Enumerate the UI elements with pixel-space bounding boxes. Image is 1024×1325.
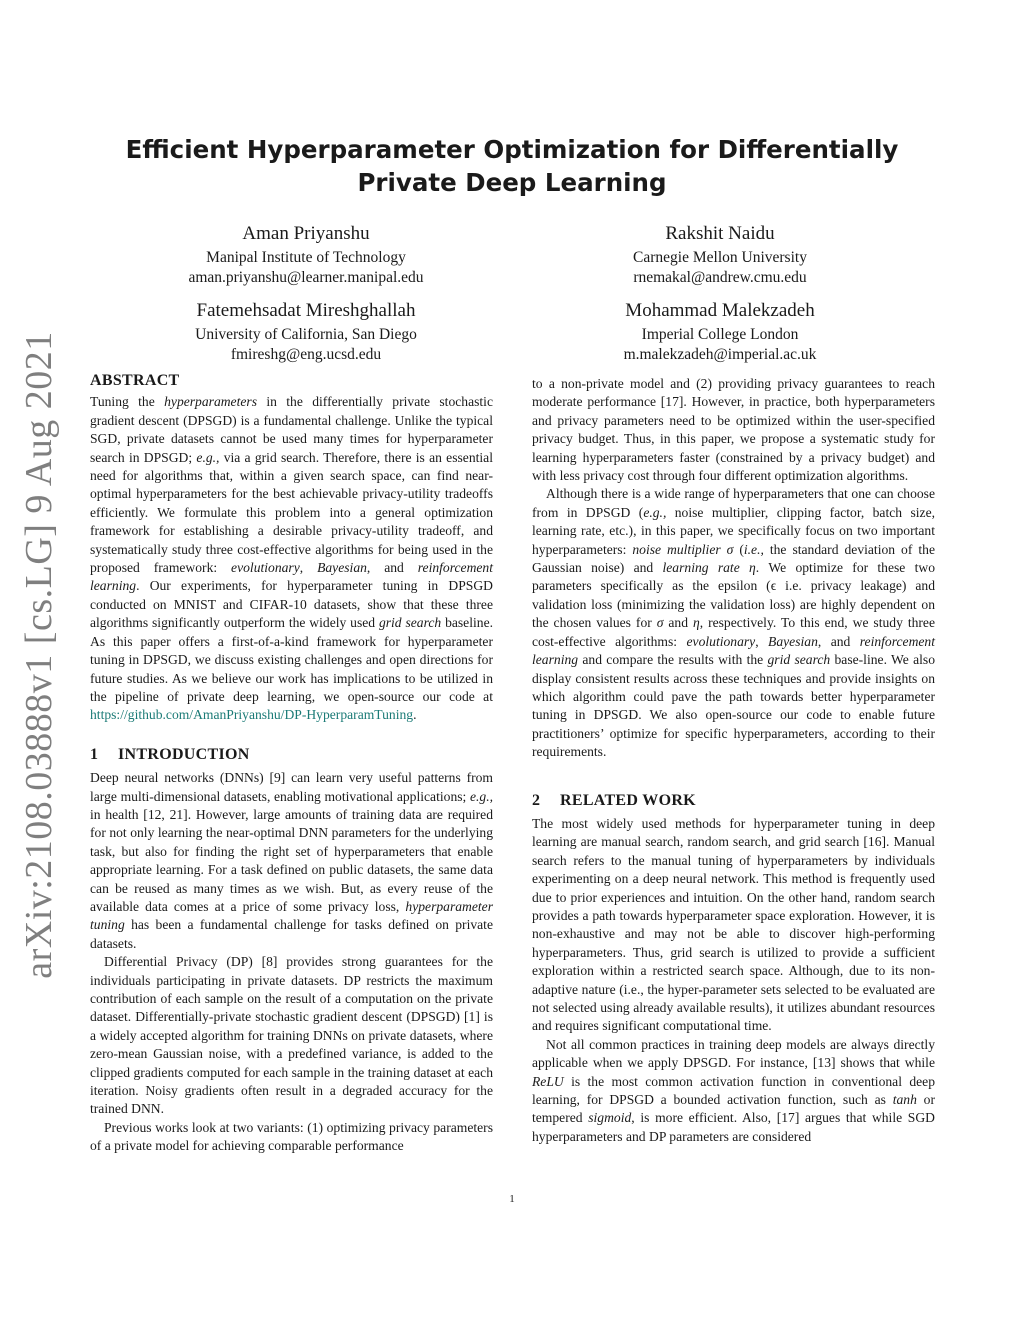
title-line-1: Efficient Hyperparameter Optimization for Differentially [125,135,899,164]
author-name: Mohammad Malekzadeh [625,300,815,321]
section-heading-introduction: 1 INTRODUCTION [90,745,250,763]
author-affiliation: Carnegie Mellon University [633,249,807,266]
right-column [532,375,935,1146]
author-block [146,298,466,365]
intro-paragraph: Although there is a wide range of hyperparameters that one can choose from in DPSGD (e.g., noise multiplier, clipping factor, batch size, learning rate, etc.), in this paper, we specifically focus on two important hyperparameters: noise multiplier σ (i.e., the standard deviation of the Gaussian noise) and learning rate η. We optimize for these two parameters specifically as the epsilon (ϵ i.e. privacy leakage) and validation loss (minimizing the validation loss) are highly dependent on the chosen values for σ and η, respectively. To this end, we study three cost-effective algorithms: evolutionary, Bayesian, and reinforcement learning and compare the results with the grid search base-line. We also display consistent results across these techniques and provide insights on which algorithm could pave the path towards better hyperparameter tuning in DPSGD. We also open-source our code to enable future practitioners’ optimize for specific hyperparameters, according to their requirements. [532,486,936,760]
author-affiliation: Manipal Institute of Technology [206,249,406,266]
author-email: rnemakal@andrew.cmu.edu [633,269,807,286]
abstract-heading: ABSTRACT [90,372,180,389]
related-paragraph: The most widely used methods for hyperparameter tuning in deep learning are manual search, random search, and grid search [16]. Manual search refers to the manual tuning of hyperparameters by individuals experimenting on a deep neural network. This method is frequently used due to prior experiences and intuition. On the other hand, random search provides a path towards hyperparameter space exploration. However, it is non-exhaustive and may not be able to discover high-performing hyperparameters. Thus, grid search is utilized to provide a sufficient exploration within a restricted search space. Although, due to its non-adaptive nature (i.e., the hyper-parameter sets selected to be evaluated are not selected using already available results), it utilizes abundant resources and requires significant computational time. [532,815,935,1034]
github-repo-link[interactable]: https://github.com/AmanPriyanshu/DP-HyperparamTuning [90,707,414,723]
author-name: Fatemehsadat Mireshghallah [196,300,416,321]
author-block [560,298,880,365]
author-email: fmireshg@eng.ucsd.edu [230,346,382,363]
title-line-2: Private Deep Learning [357,168,667,197]
author-name: Rakshit Naidu [665,223,775,244]
author-affiliation: University of California, San Diego [195,326,417,343]
author-name: Aman Priyanshu [242,223,370,244]
page-number: 1 [509,1193,515,1205]
left-column [90,372,493,1156]
section-heading-related-work: 2 RELATED WORK [532,791,696,809]
author-block [146,221,466,288]
abstract-text: Tuning the hyperparameters in the differentially private stochastic gradient descent (DPSGD) is a fundamental challenge. Unlike the typical SGD, private datasets cannot be used many times for hyperparameter search in DPSGD; e.g., via a grid search. Therefore, there is an essential need for algorithms that, within a given search space, can find near-optimal hyperparameters for the best achievable privacy-utility tradeoffs efficiently. We formulate this problem into a general optimization framework for establishing a desirable privacy-utility tradeoff, and systematically study three cost-effective algorithms for being used in the proposed framework: evolutionary, Bayesian, and reinforcement learning. Our experiments, for hyperparameter tuning in DPSGD conducted on MNIST and CIFAR-10 datasets, show that these three algorithms significantly outperform the widely used grid search baseline. As this paper offers a first-of-a-kind framework for hyperparameter tuning in DPSGD, we discuss existing challenges and open directions for future studies. As we believe our work has implications to be utilized in the pipeline of private deep learning, we open-source our code at https://github.com/AmanPriyanshu/DP-HyperparamTuning. [90,394,494,723]
intro-paragraph: Differential Privacy (DP) [8] provides strong guarantees for the individuals participating in private datasets. DP restricts the maximum contribution of each sample on the result of a computation on the private dataset. Differentially-private stochastic gradient descent (DPSGD) [1] is a widely accepted algorithm for training DNNs on private datasets, where zero-mean Gaussian noise, with a predefined variance, is added to the clipped gradients computed for each sample in the training dataset at each iteration. Noisy gradients often result in a degraded accuracy for the trained DNN. [90,954,493,1117]
author-block [560,221,880,288]
author-email: m.malekzadeh@imperial.ac.uk [623,346,817,363]
arxiv-identifier-stamp: arXiv:2108.03888v1 [cs.LG] 9 Aug 2021 [18,331,61,979]
author-affiliation: Imperial College London [641,326,799,343]
related-paragraph: Not all common practices in training deep models are always directly applicable when we apply DPSGD. For instance, [13] shows that while ReLU is the most common activation function in conventional deep learning, for DPSGD a bounded activation function, such as tanh or tempered sigmoid, is more efficient. Also, [17] argues that while SGD hyperparameters and DP parameters are considered [532,1036,935,1144]
intro-paragraph: Previous works look at two variants: (1) optimizing privacy parameters of a private model for achieving comparable performance [90,1119,493,1154]
intro-paragraph-continued: to a non-private model and (2) providing privacy guarantees to reach moderate performance [17]. However, in practice, both hyperparameters and privacy parameters need to be optimized within the user-specified privacy budget. Thus, in this paper, we propose a systematic study for learning hyperparameters faster (constrained by a privacy budget) and with less privacy cost through four different optimization algorithms. [532,376,935,484]
author-email: aman.priyanshu@learner.manipal.edu [188,269,424,286]
intro-paragraph: Deep neural networks (DNNs) [9] can learn very useful patterns from large multi-dimensional datasets, enabling motivational applications; e.g., in health [12, 21]. However, large amounts of training data are required for not only learning the near-optimal DNN parameters for the underlying task, but also for finding the right set of hyperparameters that enable appropriate learning. For a task defined on public datasets, the same data can be reused as many times as we wish. But, as every reuse of the available data comes at a price of some privacy loss, hyperparameter tuning has been a fundamental challenge for tasks defined on private datasets. [90,770,493,951]
paper-title [100,133,924,199]
